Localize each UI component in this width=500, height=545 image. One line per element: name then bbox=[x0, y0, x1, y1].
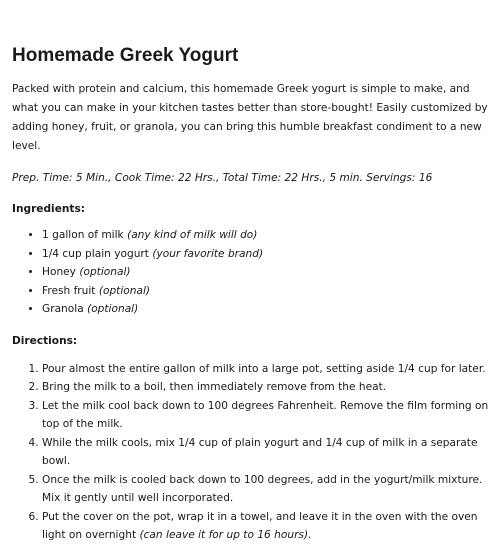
direction-step bbox=[42, 471, 494, 508]
direction-text: Bring the milk to a boil, then immediately remove from the heat. bbox=[42, 381, 387, 393]
direction-step bbox=[42, 360, 494, 379]
recipe-title: Homemade Greek Yogurt bbox=[12, 45, 239, 66]
ingredient-note: (optional) bbox=[87, 303, 139, 315]
ingredient-text: Fresh fruit bbox=[42, 284, 99, 297]
ingredient-item bbox=[42, 282, 494, 301]
direction-text: Once the milk is cooled back down to 100 degrees, add in the yogurt/milk mixture. Mix it gently until well incorporated. bbox=[42, 473, 483, 504]
directions-list bbox=[12, 360, 494, 545]
recipe-intro: Packed with protein and calcium, this homemade Greek yogurt is simple to make, and what you can make in your kitchen tastes better than store-bought! Easily customized by adding honey, fruit, or granola, you can bring this humble breakfast condiment to a new level. bbox=[12, 83, 488, 152]
ingredient-note: (your favorite brand) bbox=[152, 247, 264, 260]
direction-text: Let the milk cool back down to 100 degrees Fahrenheit. Remove the film forming on top of the milk. bbox=[42, 399, 489, 430]
ingredient-item bbox=[42, 245, 494, 264]
ingredient-text: Honey bbox=[42, 266, 80, 278]
direction-text: While the milk cools, mix 1/4 cup of plain yogurt and 1/4 cup of milk in a separate bowl. bbox=[42, 436, 478, 467]
direction-step bbox=[42, 508, 494, 545]
ingredient-note: (optional) bbox=[79, 266, 131, 278]
ingredient-note: (any kind of milk will do) bbox=[127, 229, 258, 241]
direction-note: (can leave it for up to 16 hours). bbox=[139, 529, 312, 541]
ingredient-item bbox=[42, 263, 494, 282]
ingredients-heading: Ingredients: bbox=[12, 203, 86, 215]
recipe-page bbox=[12, 44, 494, 545]
ingredient-item bbox=[42, 226, 494, 245]
ingredient-item bbox=[42, 300, 494, 319]
directions-heading: Directions: bbox=[12, 334, 78, 347]
direction-step bbox=[42, 397, 494, 434]
direction-step bbox=[42, 434, 494, 471]
direction-text: Put the cover on the pot, wrap it in a towel, and leave it in the oven with the oven light on overnight bbox=[42, 510, 478, 541]
ingredients-list bbox=[12, 226, 494, 319]
direction-text: Pour almost the entire gallon of milk into a large pot, setting aside 1/4 cup for later. bbox=[42, 362, 486, 375]
ingredient-text: 1 gallon of milk bbox=[42, 229, 128, 241]
recipe-meta: Prep. Time: 5 Min., Cook Time: 22 Hrs., Total Time: 22 Hrs., 5 min. Servings: 16 bbox=[12, 172, 433, 184]
ingredient-note: (optional) bbox=[98, 284, 151, 297]
ingredient-text: 1/4 cup plain yogurt bbox=[42, 247, 153, 260]
ingredient-text: Granola bbox=[42, 303, 88, 315]
direction-step bbox=[42, 378, 494, 397]
